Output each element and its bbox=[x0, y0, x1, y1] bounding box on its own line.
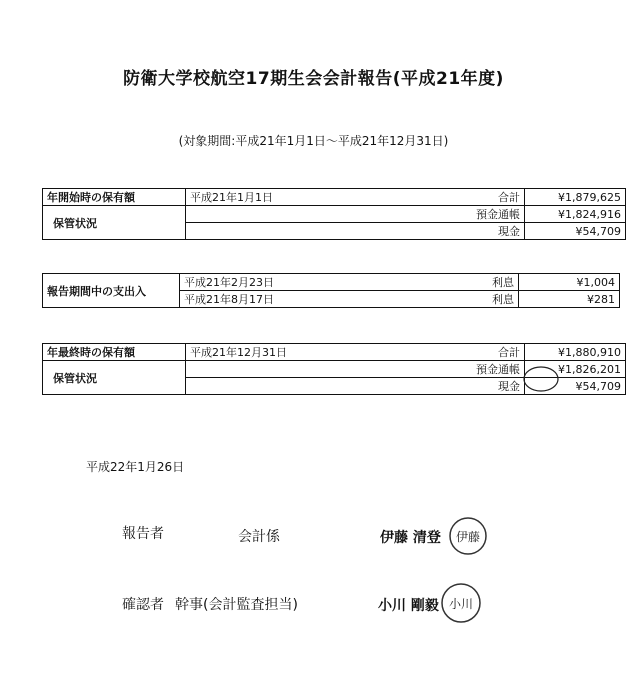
page-title: 防衛大学校航空17期生会会計報告(平成21年度) bbox=[123, 69, 504, 89]
opening-deposit-amount: ¥1,824,916 bbox=[525, 206, 626, 223]
opening-sub-label: 保管状況 bbox=[43, 206, 186, 240]
closing-date-cell bbox=[186, 344, 525, 361]
table-row bbox=[43, 206, 626, 223]
closing-total-key: 合計 bbox=[498, 346, 520, 359]
income-date-2: 平成21年8月17日 bbox=[184, 293, 274, 306]
opening-deposit-cell bbox=[186, 206, 525, 223]
circle-mark-icon bbox=[520, 364, 562, 394]
income-amount-1: ¥1,004 bbox=[519, 274, 620, 291]
closing-deposit-amount: ¥1,826,201 bbox=[525, 361, 626, 378]
confirmer-seal-text: 小川 bbox=[448, 597, 474, 611]
confirmer-role: 確認者 bbox=[122, 597, 164, 613]
closing-sub-label: 保管状況 bbox=[43, 361, 186, 395]
opening-cash-key: 現金 bbox=[498, 225, 520, 238]
income-key-1: 利息 bbox=[492, 276, 514, 289]
income-label: 報告期間中の支出入 bbox=[43, 274, 180, 308]
reporter-seal-text: 伊藤 bbox=[455, 530, 481, 544]
closing-deposit-cell bbox=[186, 361, 525, 378]
opening-cash-amount: ¥54,709 bbox=[525, 223, 626, 240]
opening-total-amount: ¥1,879,625 bbox=[525, 189, 626, 206]
opening-cash-cell bbox=[186, 223, 525, 240]
income-key-2: 利息 bbox=[492, 293, 514, 306]
confirmer-position: 幹事(会計監査担当) bbox=[175, 597, 298, 613]
income-row-1-cell bbox=[180, 274, 519, 291]
confirmer-seal-icon bbox=[438, 580, 484, 626]
opening-deposit-key: 預金通帳 bbox=[476, 208, 520, 221]
closing-date: 平成21年12月31日 bbox=[190, 346, 287, 359]
opening-total-key: 合計 bbox=[498, 191, 520, 204]
income-table bbox=[42, 273, 620, 308]
confirmer-name: 小川 剛毅 bbox=[378, 598, 439, 614]
income-amount-2: ¥281 bbox=[519, 291, 620, 308]
closing-label: 年最終時の保有額 bbox=[43, 344, 186, 361]
opening-balance-table bbox=[42, 188, 626, 240]
closing-cash-key: 現金 bbox=[498, 380, 520, 393]
table-row bbox=[43, 189, 626, 206]
reporter-name: 伊藤 清登 bbox=[380, 530, 441, 546]
table-row bbox=[43, 274, 620, 291]
closing-deposit-key: 預金通帳 bbox=[476, 363, 520, 376]
table-row bbox=[43, 344, 626, 361]
closing-total-amount: ¥1,880,910 bbox=[525, 344, 626, 361]
report-period: (対象期間:平成21年1月1日～平成21年12月31日) bbox=[178, 134, 449, 148]
income-row-2-cell bbox=[180, 291, 519, 308]
income-date-1: 平成21年2月23日 bbox=[184, 276, 274, 289]
opening-date-cell bbox=[186, 189, 525, 206]
reporter-seal-icon bbox=[446, 514, 490, 558]
closing-cash-amount: ¥54,709 bbox=[525, 378, 626, 395]
closing-cash-cell bbox=[186, 378, 525, 395]
opening-date: 平成21年1月1日 bbox=[190, 191, 273, 204]
reporter-role: 報告者 bbox=[122, 526, 164, 542]
opening-label: 年開始時の保有額 bbox=[43, 189, 186, 206]
reporter-position: 会計係 bbox=[238, 529, 280, 545]
report-date: 平成22年1月26日 bbox=[86, 460, 185, 474]
